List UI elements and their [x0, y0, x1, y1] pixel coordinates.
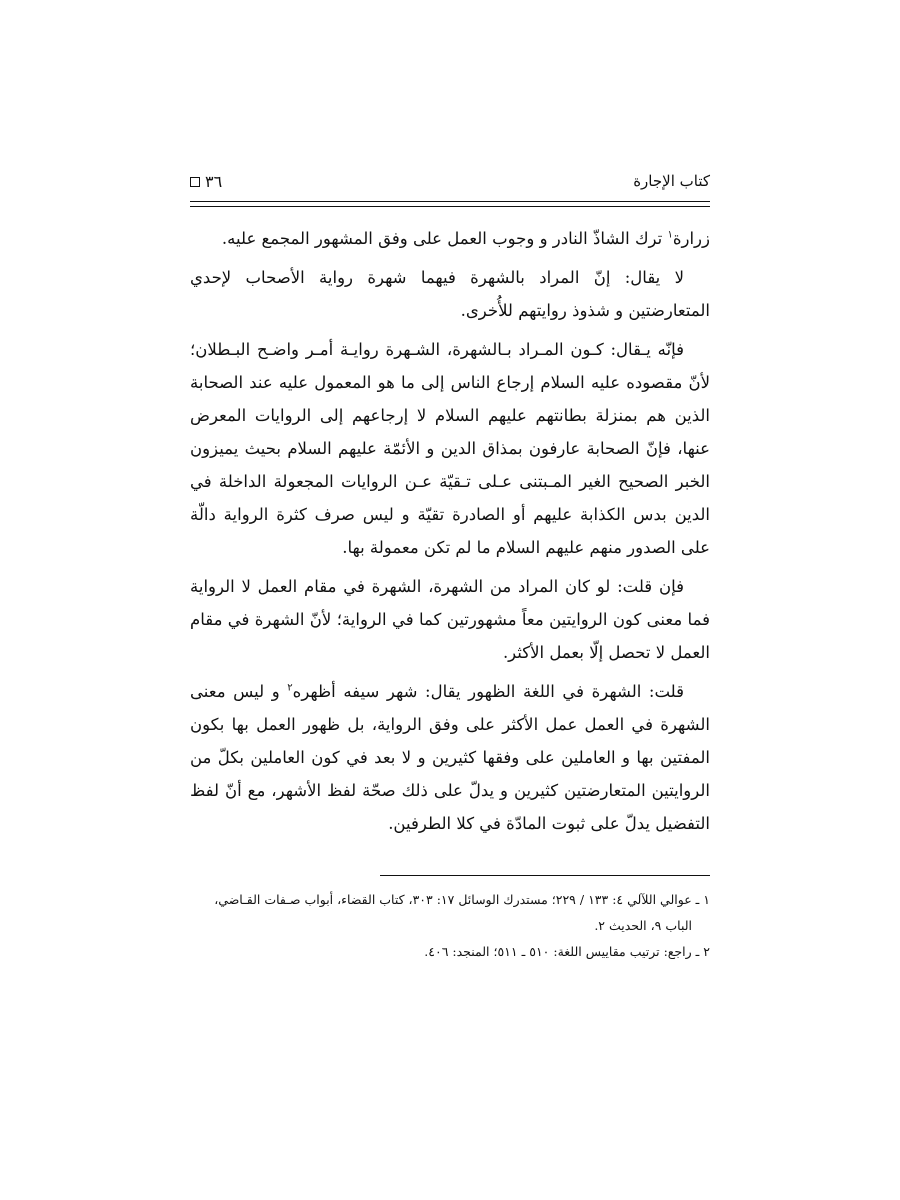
- paragraph-1-start: زرارة: [672, 229, 710, 248]
- paragraph-1: [190, 222, 710, 255]
- paragraph-4: فإن قلت: لو كان المراد من الشهرة، الشهرة في مقام العمل لا الرواية فما معنى كون الروايتين معاً مشهورتين كما في الرواية؛ لأنّ الشهرة في مقام العمل لا تحصل إلّا بعمل الأكثر.: [190, 577, 710, 662]
- header-rule-top: [190, 201, 710, 202]
- paragraph-5: [190, 675, 710, 840]
- paragraph-5-rest: و ليس معنى الشهرة في العمل عمل الأكثر على وفق الرواية، بل ظهور العمل بها بكون المفتين بها و العاملين على وفقها كثيرين و لا بعد في كون العاملين بكلّ من الروايتين المتعارضتين كثيرين و يدلّ على ذلك صحّة لفظ الأشهر، مع أنّ لفظ التفضيل يدلّ على ثبوت المادّة في كلا الطرفين.: [190, 682, 710, 833]
- running-title: كتاب الإجارة: [633, 172, 710, 190]
- square-ornament-icon: [190, 177, 200, 187]
- footnote-ref-2: ٢: [287, 682, 293, 694]
- paragraph-5-start: قلت: الشهرة في اللغة الظهور يقال: شهر سيفه أظهره: [292, 682, 685, 701]
- footnote-1-continued: الباب ٩، الحديث ٢.: [594, 918, 692, 933]
- footnote-ref-1: ١: [667, 229, 673, 241]
- paragraph-3: فإنّه يـقال: كـون المـراد بـالشهرة، الشـهرة روايـة أمـر واضـح البـطلان؛ لأنّ مقصوده عليه السلام إرجاع الناس إلى ما هو المعمول عليه عند الصحابة الذين هم بمنزلة بطانتهم عليهم السلام لا إرجاعهم إلى الروايات المعرض عنها، فإنّ الصحابة عارفون بمذاق الدين و الأئمّة عليهم السلام بحيث يميزون الخبر الصحيح الغير المـبتنى عـلى تـقيّة عـن الروايات المجعولة الداخلة في الدين بدس الكذابة عليهم أو الصادرة تقيّة و ليس صرف كثرة الرواية دالّة على الصدور منهم عليهم السلام ما لم تكن معمولة بها.: [190, 340, 711, 557]
- page-number-group: [190, 172, 222, 191]
- running-header: [190, 172, 710, 198]
- main-text: [190, 222, 710, 846]
- paragraph-1-rest: ترك الشاذّ النادر و وجوب العمل على وفق المشهور المجمع عليه.: [221, 229, 668, 248]
- footnote-2: ٢ ـ راجع: ترتيب مقاييس اللغة: ٥١٠ ـ ٥١١؛ المنجد: ٤٠٦.: [424, 944, 710, 959]
- header-rule-bottom: [190, 206, 710, 207]
- footnotes: [190, 888, 710, 966]
- footnote-1: ١ ـ عوالي اللآلي ٤: ١٣٣ / ٢٢٩؛ مستدرك الوسائل ١٧: ٣٠٣، كتاب القضاء، أبواب صـفات القـاضي،: [214, 892, 710, 907]
- footnote-separator: [380, 875, 710, 876]
- page-number: ٣٦: [205, 172, 223, 191]
- paragraph-2: لا يقال: إنّ المراد بالشهرة فيهما شهرة رواية الأصحاب لإحدي المتعارضتين و شذوذ روايتهم للأُخرى.: [190, 268, 710, 320]
